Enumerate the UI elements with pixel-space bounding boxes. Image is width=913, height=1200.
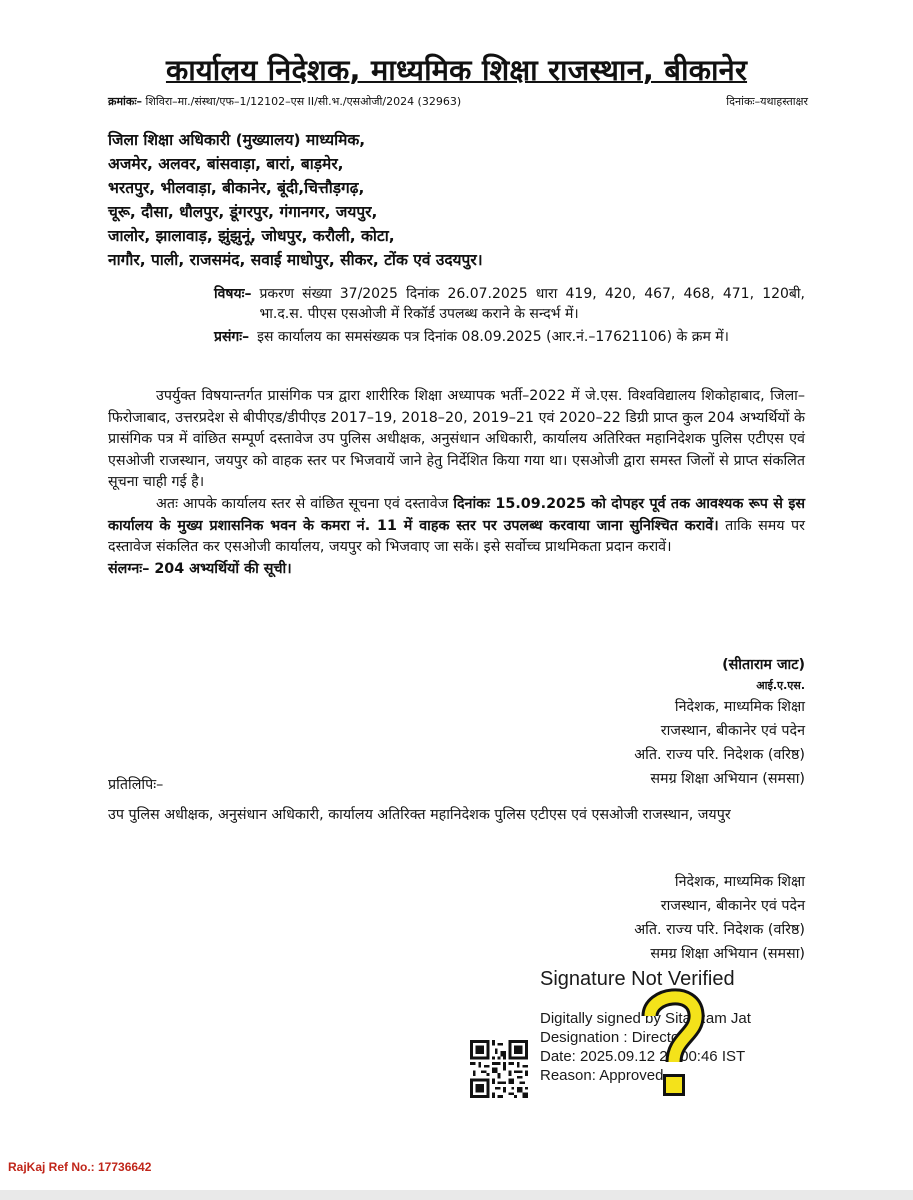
para2-start: अतः आपके कार्यालय स्तर से वांछित सूचना एवं दस्तावेज — [156, 495, 454, 512]
addressee-line: अजमेर, अलवर, बांसवाड़ा, बारां, बाड़मेर, — [108, 155, 344, 173]
qr-code-icon — [470, 1040, 528, 1098]
designation-line: निदेशक, माध्यमिक शिक्षा — [674, 874, 805, 890]
body-paragraph-2 — [108, 494, 805, 559]
letter-body — [108, 386, 805, 580]
signatory-designation — [634, 695, 805, 791]
designation-line: समग्र शिक्षा अभियान (समसा) — [650, 946, 805, 962]
signer-designation: Designation : Director — [540, 1029, 685, 1046]
rajkaj-ref-number: RajKaj Ref No.: 17736642 — [8, 1160, 152, 1174]
body-paragraph-1: उपर्युक्त विषयान्तर्गत प्रासंगिक पत्र द्वारा शारीरिक शिक्षा अध्यापक भर्ती–2022 में जे.एस. विश्वविद्यालय शिकोहाबाद, जिला–फिरोजाबाद, उत्तरप्रदेश से बीपीएड/डीपीएड 2017–19, 2018–20, 2019–21 एवं 2020–22 डिग्री प्राप्त कुल 204 अभ्यर्थियों के प्रासंगिक पत्र में वांछित सम्पूर्ण दस्तावेज उप पुलिस अधीक्षक, अनुसंधान अधिकारी, कार्यालय अतिरिक्त महानिदेशक पुलिस एटीएस एवं एसओजी राजस्थान, जयपुर को वाहक स्तर पर भिजवायें जाने हेतु निर्देशित किया गया था। एसओजी द्वारा समस्त जिलों से प्राप्त संकलित सूचना चाही गई है। — [108, 388, 806, 491]
addressee-line: भरतपुर, भीलवाड़ा, बीकानेर, बूंदी,चित्तौड़गढ़, — [108, 179, 365, 197]
signed-by: Digitally signed by Sita Ram Jat — [540, 1010, 751, 1027]
enclosure-line — [108, 559, 805, 581]
enclosure-text: संलग्नः– 204 अभ्यर्थियों की सूची। — [108, 560, 292, 577]
signatory-service: आई.ए.एस. — [756, 679, 805, 692]
addressee-line: जिला शिक्षा अधिकारी (मुख्यालय) माध्यमिक, — [108, 131, 366, 149]
addressee-line: नागौर, पाली, राजसमंद, सवाई माधोपुर, सीकर, टोंक एवं उदयपुर। — [108, 251, 483, 269]
designation-line: अति. राज्य परि. निदेशक (वरिष्ठ) — [634, 747, 805, 763]
reference-row — [214, 327, 805, 347]
subject-text: प्रकरण संख्या 37/2025 दिनांक 26.07.2025 धारा 419, 420, 467, 468, 471, 120बी, भा.द.स. पीएस एसओजी में रिकॉर्ड उपलब्ध कराने के सन्दर्भ में। — [259, 286, 805, 322]
designation-line: निदेशक, माध्यमिक शिक्षा — [674, 699, 805, 715]
reference-label: प्रसंगः– — [214, 329, 250, 345]
signatory-name: (सीताराम जाट) — [722, 657, 805, 673]
reference-text: इस कार्यालय का समसंख्यक पत्र दिनांक 08.09.2025 (आर.नं.–17621106) के क्रम में। — [257, 329, 729, 345]
date-label: दिनांकः–यथाहस्ताक्षर — [726, 95, 808, 108]
signature-reason: Reason: Approved — [540, 1067, 664, 1084]
addressee-line: जालोर, झालावाड़, झुंझुनूं, जोधपुर, करौली, कोटा, — [108, 227, 395, 245]
designation-line: राजस्थान, बीकानेर एवं पदेन — [660, 898, 805, 914]
ref-label: क्रमांकः– — [108, 95, 143, 108]
addressee-block — [108, 128, 483, 272]
subject-label: विषयः– — [214, 286, 252, 302]
ref-number — [108, 94, 461, 109]
para2-deadline: दिनांकः 15.09.2025 को दोपहर पूर्व तक आवश्यक रूप से इस कार्यालय के मुख्य प्रशासनिक भवन के कमरा नं. 11 में वाहक स्तर पर उपलब्ध करवाया जाना सुनिश्चित करावें। — [108, 495, 805, 534]
addressee-line: चूरू, दौसा, धौलपुर, डूंगरपुर, गंगानगर, जयपुर, — [108, 203, 378, 221]
signatory-block — [634, 653, 805, 791]
subject-row — [214, 284, 805, 324]
ref-number-text: शिविरा–मा./संस्था/एफ–1/12102–एस II/सी.भ./एसओजी/2024 (32963) — [142, 95, 462, 108]
copy-label: प्रतिलिपिः– — [108, 777, 164, 793]
designation-line: राजस्थान, बीकानेर एवं पदेन — [660, 723, 805, 739]
para2-end: ताकि समय पर दस्तावेज संकलित कर एसओजी कार्यालय, जयपुर को भिजवाए जा सकें। इसे सर्वोच्च प्राथमिकता प्रदान करावें। — [108, 517, 805, 556]
designation-line: अति. राज्य परि. निदेशक (वरिष्ठ) — [634, 922, 805, 938]
designation-line: समग्र शिक्षा अभियान (समसा) — [650, 771, 805, 787]
question-mark-icon — [636, 982, 708, 1102]
signatory-block-2 — [634, 870, 805, 966]
office-title: कार्यालय निदेशक, माध्यमिक शिक्षा राजस्थान, बीकानेर — [165, 53, 748, 87]
copy-text: उप पुलिस अधीक्षक, अनुसंधान अधिकारी, कार्यालय अतिरिक्त महानिदेशक पुलिस एटीएस एवं एसओजी राजस्थान, जयपुर — [108, 807, 731, 823]
subject-block — [214, 284, 805, 350]
signature-date: Date: 2025.09.12 21:00:46 IST — [540, 1048, 746, 1065]
signature-status: Signature Not Verified — [540, 968, 735, 990]
